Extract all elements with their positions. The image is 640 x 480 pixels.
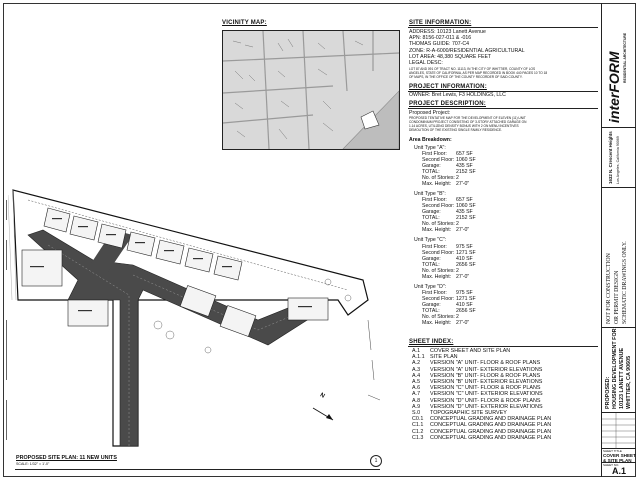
unit-spec-label: Second Floor: bbox=[422, 203, 455, 210]
unit-spec-label: TOTAL: bbox=[422, 261, 440, 268]
unit-spec-value: 1060 SF bbox=[456, 203, 476, 210]
unit-spec-value: 657 SF bbox=[456, 197, 473, 204]
unit-spec-label: Max. Height: bbox=[422, 273, 452, 280]
unit-spec-label: First Floor: bbox=[422, 197, 447, 204]
unit-spec-value: 27'-0" bbox=[456, 319, 470, 326]
site-plan-scale: SCALE: 1/32" = 1'-0" bbox=[16, 462, 50, 466]
title-block bbox=[601, 3, 636, 477]
vicinity-map-streets bbox=[223, 31, 399, 149]
unit-spec-label: No. of Stories: bbox=[422, 267, 455, 274]
project-info-title: PROJECT INFORMATION: bbox=[409, 84, 487, 90]
unit-spec-value: 2 bbox=[456, 175, 459, 182]
project-title-4: WHITTIER, CA 90605 bbox=[626, 355, 632, 409]
unit-spec-label: Garage: bbox=[422, 209, 441, 216]
project-desc-title: PROJECT DESCRIPTION: bbox=[409, 101, 487, 107]
sheet-index-title: VERSION "A" UNIT- EXTERIOR ELEVATIONS bbox=[430, 366, 543, 373]
unit-spec-label: Second Floor: bbox=[422, 157, 455, 164]
sheet-index-title: SHEET INDEX: bbox=[409, 339, 454, 345]
site-legal-2: ANGELES, STATE OF CALIFORNIA, AS PER MAP RECORDED IN BOOK 440 PAGES 10 TO 18 bbox=[409, 71, 548, 76]
unit-spec-label: No. of Stories: bbox=[422, 221, 455, 228]
unit-spec-value: 657 SF bbox=[456, 151, 473, 158]
site-address: ADDRESS: 10123 Lanett Avenue bbox=[409, 29, 486, 35]
unit-spec-label: First Floor: bbox=[422, 289, 447, 296]
sheet-index-title: VERSION "B" UNIT- FLOOR & ROOF PLANS bbox=[430, 372, 541, 379]
unit-spec-label: Max. Height: bbox=[422, 227, 452, 234]
sheet-no-label: SHEET NO. bbox=[603, 463, 620, 467]
firm-subtitle: RESIDENTIAL ARCHITECTURE bbox=[623, 32, 627, 83]
unit-spec-value: 27'-0" bbox=[456, 273, 470, 280]
notice-1: NOT FOR CONSTRUCTION bbox=[606, 253, 612, 324]
sheet-title-2: & SITE PLAN bbox=[603, 458, 632, 463]
unit-spec-row bbox=[422, 274, 534, 280]
revision-table bbox=[602, 413, 636, 449]
sheet-index-list bbox=[412, 348, 551, 441]
unit-spec-value: 2152 SF bbox=[456, 215, 476, 222]
unit-spec-value: 975 SF bbox=[456, 243, 473, 250]
project-desc-4: DEMOLITION OF THE EXISTING SINGLE FAMILY RESIDENCE. bbox=[409, 128, 502, 133]
unit-spec-value: 27'-0" bbox=[456, 181, 470, 188]
unit-spec-value: 2 bbox=[456, 267, 459, 274]
firm-city: Los Angeles, California 90069 bbox=[616, 136, 620, 184]
site-legal-3: OF MAPS, IN THE OFFICE OF THE COUNTY RECORDER OF SAID COUNTY. bbox=[409, 75, 523, 80]
notice-area bbox=[602, 188, 636, 328]
area-breakdown-title: Area Breakdown: bbox=[409, 137, 452, 143]
unit-spec-value: 2656 SF bbox=[456, 261, 476, 268]
sheet-index-title: SITE PLAN bbox=[430, 354, 458, 361]
unit-spec-label: Max. Height: bbox=[422, 181, 452, 188]
unit-type-title: Unit Type "C": bbox=[414, 237, 447, 244]
unit-spec-value: 2 bbox=[456, 313, 459, 320]
project-title-1: PROPOSED: bbox=[605, 376, 611, 409]
sheet-index-number: A.9 bbox=[412, 403, 421, 410]
sheet-index-title: VERSION "C" UNIT- FLOOR & ROOF PLANS bbox=[430, 385, 541, 392]
unit-type-title: Unit Type "A": bbox=[414, 145, 446, 151]
sheet-index-title: CONCEPTUAL GRADING AND DRAINAGE PLAN bbox=[430, 422, 552, 429]
sheet-index-number: C1.3 bbox=[412, 434, 424, 441]
site-plan-drawing bbox=[8, 150, 400, 450]
left-edge-notes bbox=[5, 200, 9, 460]
unit-type-title: Unit Type "D": bbox=[414, 283, 447, 290]
unit-spec-label: Second Floor: bbox=[422, 249, 455, 256]
detail-callout: 1 bbox=[370, 455, 382, 467]
sheet-index-number: A.8 bbox=[412, 397, 421, 404]
sheet-index-number: A.4 bbox=[412, 372, 421, 379]
unit-spec-label: First Floor: bbox=[422, 151, 447, 158]
unit-spec-label: TOTAL: bbox=[422, 169, 440, 176]
project-title-2: HOUSING DEVELOPMENT FOR: bbox=[612, 326, 618, 409]
site-legal-label: LEGAL DESC: bbox=[409, 60, 443, 67]
unit-spec-label: Garage: bbox=[422, 255, 441, 262]
sheet-index-number: A.2 bbox=[412, 360, 421, 367]
unit-spec-label: No. of Stories: bbox=[422, 313, 455, 320]
firm-logo: interFORM bbox=[606, 51, 622, 123]
sheet-index-number: A.7 bbox=[412, 391, 421, 398]
notice-3: SCHEMATIC DRAWINGS ONLY. bbox=[622, 241, 628, 324]
sheet-number-area bbox=[602, 463, 636, 477]
firm-logo-area bbox=[602, 3, 636, 128]
sheet-index-number: C1.1 bbox=[412, 422, 424, 429]
unit-spec-value: 410 SF bbox=[456, 255, 473, 262]
unit-spec-value: 1271 SF bbox=[456, 295, 476, 302]
unit-spec-value: 2 bbox=[456, 221, 459, 228]
unit-spec-label: TOTAL: bbox=[422, 215, 440, 222]
sheet-index-title: VERSION "B" UNIT- EXTERIOR ELEVATIONS bbox=[430, 379, 543, 386]
site-zone: ZONE: R-A-6000/RESIDENTIAL AGRICULTURAL bbox=[409, 47, 525, 54]
sheet-title-label: SHEET TITLE bbox=[603, 449, 622, 453]
sheet-index-title: VERSION "D" UNIT- EXTERIOR ELEVATIONS bbox=[430, 403, 543, 410]
firm-address-area bbox=[602, 128, 636, 188]
project-desc-3: 1.14 ACRES, UTILIZING DENSITY BONUS WITH 2 ON MENU INCENTIVES bbox=[409, 124, 519, 129]
unit-spec-label: No. of Stories: bbox=[422, 175, 455, 182]
project-title-3: 10123 LANETT AVENUE bbox=[619, 347, 625, 409]
sheet-index-title: CONCEPTUAL GRADING AND DRAINAGE PLAN bbox=[430, 428, 552, 435]
sheet-title-1: COVER SHEET bbox=[603, 453, 636, 458]
sheet-title-area bbox=[602, 449, 636, 463]
sheet-index-title: VERSION "C" UNIT- EXTERIOR ELEVATIONS bbox=[430, 391, 543, 398]
unit-spec-value: 435 SF bbox=[456, 163, 473, 170]
sheet-index-title: CONCEPTUAL GRADING AND DRAINAGE PLAN bbox=[430, 416, 552, 423]
site-apn: APN: 8156-027-011 & -016 bbox=[409, 35, 472, 42]
project-desc-2: CONDOMINIUM PROJECT CONSISTING OF 3-STORY ATTACHED GARAGE ON bbox=[409, 120, 527, 125]
unit-spec-value: 27'-0" bbox=[456, 227, 470, 234]
sheet-index-number: A.3 bbox=[412, 366, 421, 373]
site-info-title: SITE INFORMATION: bbox=[409, 20, 472, 26]
project-desc-block bbox=[409, 110, 526, 132]
sheet-number: A.1 bbox=[612, 466, 627, 476]
site-plan-caption: PROPOSED SITE PLAN: 11 NEW UNITS bbox=[16, 455, 117, 461]
sheet-index-number: S.0 bbox=[412, 410, 421, 417]
vicinity-map bbox=[222, 30, 400, 150]
sheet-index-number: A.6 bbox=[412, 385, 421, 392]
north-arrow bbox=[313, 408, 333, 420]
sheet-index-title: COVER SHEET AND SITE PLAN bbox=[430, 348, 511, 354]
unit-spec-row bbox=[422, 320, 534, 326]
project-name-area bbox=[602, 328, 636, 413]
unit-spec-label: Second Floor: bbox=[422, 295, 455, 302]
site-thomas-guide: THOMAS GUIDE: 707-C4 bbox=[409, 41, 469, 48]
project-desc-subtitle: Proposed Project: bbox=[409, 110, 451, 116]
unit-spec-label: TOTAL: bbox=[422, 307, 440, 314]
sheet-index-title: TOPOGRAPHIC SITE SURVEY bbox=[430, 410, 507, 417]
site-lot-area: LOT AREA: 48,380 SQUARE FEET bbox=[409, 53, 492, 60]
unit-spec-label: Max. Height: bbox=[422, 319, 452, 326]
north-label: N bbox=[318, 392, 326, 400]
unit-spec-label: Garage: bbox=[422, 301, 441, 308]
sheet-index-number: C0.1 bbox=[412, 416, 424, 423]
sheet-index-title: CONCEPTUAL GRADING AND DRAINAGE PLAN bbox=[430, 434, 552, 441]
sheet-index-title: VERSION "A" UNIT- FLOOR & ROOF PLANS bbox=[430, 360, 541, 367]
sheet-index-row bbox=[412, 435, 551, 441]
unit-spec-label: First Floor: bbox=[422, 243, 447, 250]
unit-spec-value: 2656 SF bbox=[456, 307, 476, 314]
project-desc-1: PROPOSED TENTATIVE MAP FOR THE DEVELOPMENT OF ELEVEN (11) UNIT bbox=[409, 116, 526, 121]
sheet-index-number: A.1.1 bbox=[412, 354, 425, 361]
unit-type-title: Unit Type "B": bbox=[414, 191, 446, 198]
unit-spec-value: 1271 SF bbox=[456, 249, 476, 256]
unit-spec-value: 2152 SF bbox=[456, 169, 476, 176]
sheet-index-number: C1.2 bbox=[412, 428, 424, 435]
unit-spec-value: 435 SF bbox=[456, 209, 473, 216]
sheet-index-title: VERSION "D" UNIT- FLOOR & ROOF PLANS bbox=[430, 397, 541, 404]
unit-spec-label: Garage: bbox=[422, 163, 441, 170]
sheet-index-number: A.1 bbox=[412, 348, 421, 354]
site-info-block bbox=[409, 29, 547, 79]
vicinity-map-title: VICINITY MAP: bbox=[222, 20, 267, 26]
firm-address: 1632 N. Crescent Heights bbox=[608, 131, 613, 184]
area-breakdown-list bbox=[414, 145, 534, 326]
unit-spec-row bbox=[422, 227, 534, 233]
unit-spec-value: 1060 SF bbox=[456, 157, 476, 164]
unit-spec-row bbox=[422, 181, 534, 187]
project-owner: OWNER: Bret Lewis, F3 HOLDINGS, LLC bbox=[409, 92, 506, 98]
sheet-index-number: A.5 bbox=[412, 379, 421, 386]
notice-2: OR PERMIT DESIGN bbox=[614, 270, 620, 324]
unit-spec-value: 975 SF bbox=[456, 289, 473, 296]
site-legal-1: LOT 87 AND 091 OF TRACT NO. 11113, IN THE CITY OF WHITTIER, COUNTY OF LOS bbox=[409, 67, 536, 72]
unit-spec-value: 410 SF bbox=[456, 301, 473, 308]
